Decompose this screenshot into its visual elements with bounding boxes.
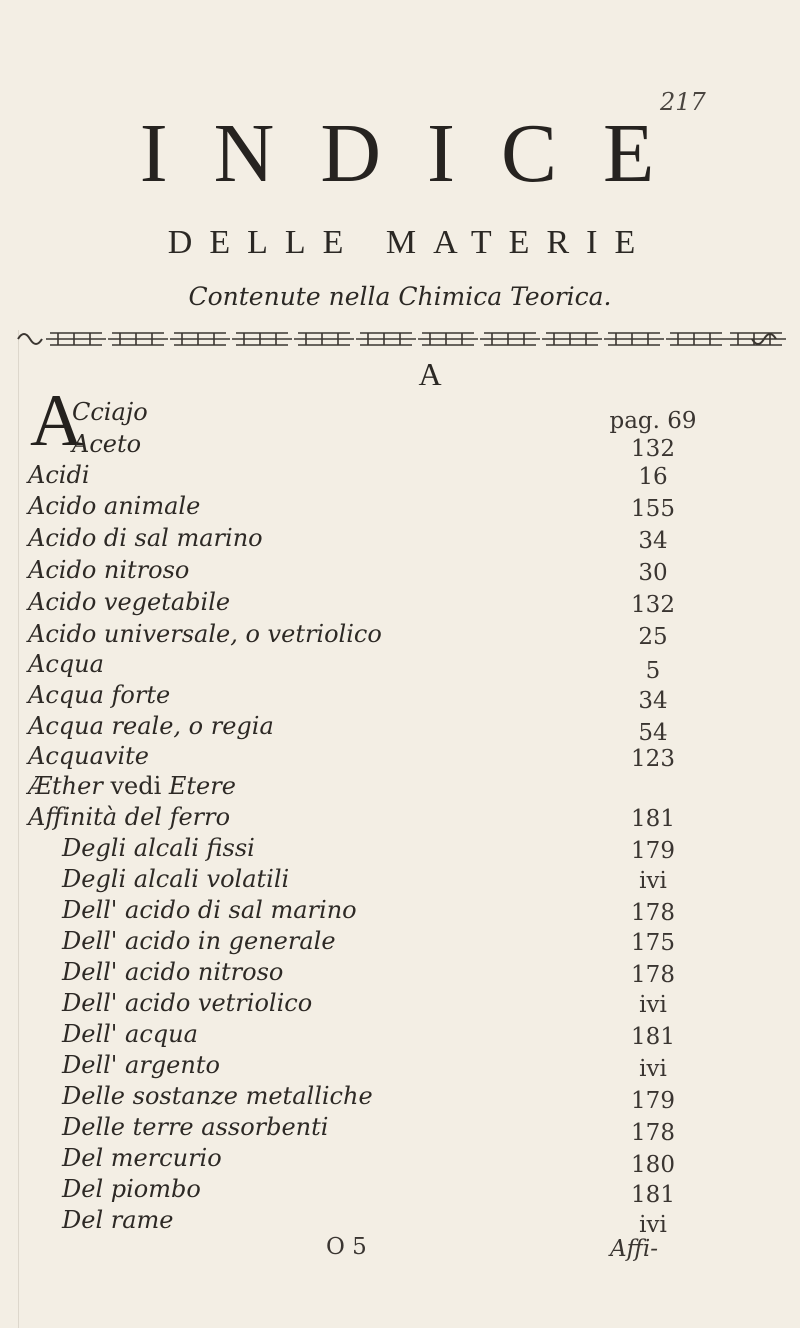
page-subheading: Contenute nella Chimica Teorica. [188,282,612,311]
entry-term: Æther [28,772,103,800]
entry-page: 179 [631,1088,675,1114]
index-entry: Acqua [28,650,104,678]
index-subentry: Del piombo [62,1175,201,1203]
entry-page: 181 [631,1024,675,1050]
page-number: 217 [660,88,706,116]
page-subtitle: DELLE MATERIE [167,224,653,261]
index-subentry: Delle terre assorbenti [62,1113,329,1141]
index-subentry: Dell' acido in generale [62,927,336,955]
index-entry: Cciajo [72,398,148,426]
entry-page: 132 [631,592,675,618]
index-entry: Acido animale [28,492,201,520]
index-subentry: Delle sostanze metalliche [62,1082,373,1110]
page-title: INDICE [139,107,701,200]
entry-page: ivi [639,1212,667,1238]
entry-page: 179 [631,838,675,864]
index-subentry: Dell' acido di sal marino [62,896,357,924]
entry-page: 54 [638,720,668,746]
entry-page: 181 [631,1182,675,1208]
entry-page: ivi [639,992,667,1018]
index-subentry: Dell' acido nitroso [62,958,284,986]
entry-page: 34 [638,528,668,554]
index-entry: Acqua reale, o regia [28,712,274,740]
index-subentry: Dell' argento [62,1051,220,1079]
entry-page: ivi [639,1056,667,1082]
entry-page: 16 [638,464,668,490]
entry-page: 180 [631,1152,675,1178]
page-edge [0,330,19,1328]
index-subentry: Del rame [62,1206,174,1234]
entry-page: ivi [639,868,667,894]
index-entry-see-also [28,774,236,798]
index-entry: Acido universale, o vetriolico [28,620,382,648]
entry-page: 30 [638,560,668,586]
entry-page: 178 [631,1120,675,1146]
index-subentry: Degli alcali volatili [62,865,290,893]
section-letter: A [418,356,442,392]
index-entry: Acido vegetabile [28,588,231,616]
index-subentry: Dell' acqua [62,1020,198,1048]
signature-mark: O 5 [326,1234,367,1260]
index-entry: Acido nitroso [28,556,190,584]
index-entry: Acqua forte [28,681,171,709]
index-entry: Aceto [72,430,142,458]
index-entry: Acquavite [28,742,149,770]
entry-page: 123 [631,746,675,772]
index-entry: Acidi [28,461,90,489]
entry-page: 155 [631,496,675,522]
entry-page: 34 [638,688,668,714]
ornament-divider [14,324,792,354]
entry-page: 181 [631,806,675,832]
index-subentry: Degli alcali fissi [62,834,255,862]
entry-page: pag. 69 [609,408,697,434]
initial-capital: A [30,380,84,462]
index-entry: Affinità del ferro [28,803,231,831]
entry-page: 178 [631,962,675,988]
index-subentry: Dell' acido vetriolico [62,989,313,1017]
entry-page: 132 [631,436,675,462]
entry-connector: vedi [102,772,169,800]
entry-page: 5 [645,658,661,684]
entry-reference: Etere [168,772,236,800]
catchword: Affi- [610,1236,659,1262]
index-subentry: Del mercurio [62,1144,222,1172]
index-entry: Acido di sal marino [28,524,263,552]
entry-page: 25 [638,624,668,650]
entry-page: 178 [631,900,675,926]
entry-page: 175 [631,930,675,956]
